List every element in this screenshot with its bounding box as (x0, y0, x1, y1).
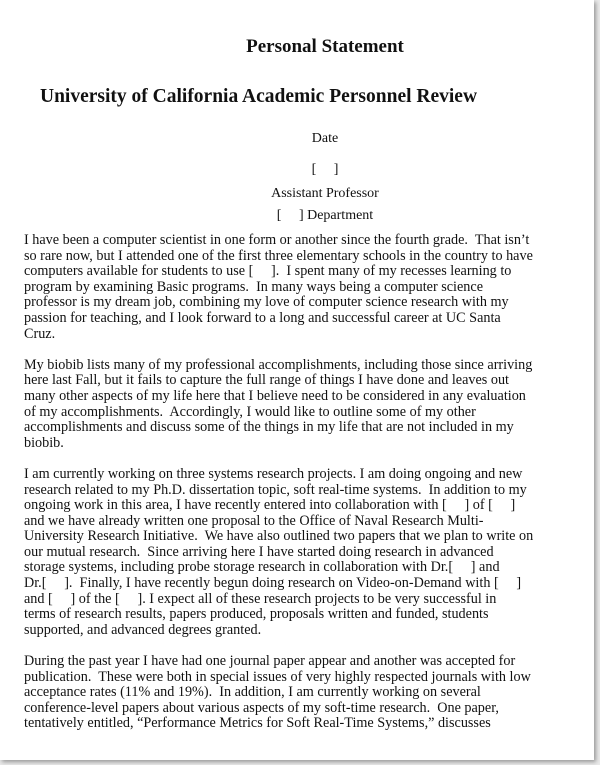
paragraph-line: tentatively entitled, “Performance Metrics for Soft Real-Time Systems,” discusses (24, 715, 491, 732)
paragraph-line: terms of research results, papers produced, proposals written and funded, students (24, 606, 489, 623)
paragraph-line: research related to my Ph.D. dissertation topic, soft real-time systems. In addition to my (24, 481, 527, 498)
paragraph-line: ongoing work in this area, I have recently entered into collaboration with [ ] of [ ] (24, 497, 516, 514)
paragraph-line: passion for teaching, and I look forward to a long and successful career at UC Santa (24, 309, 501, 326)
paragraph-line: biobib. (24, 434, 64, 451)
date-label: Date (311, 131, 339, 146)
paragraph-line: supported, and advanced degrees granted. (24, 621, 262, 638)
paragraph-line: and we have already written one proposal to the Office of Naval Research Multi- (24, 512, 484, 529)
position-title: Assistant Professor (271, 186, 379, 201)
paragraph-line: so rare now, but I attended one of the first three elementary schools in the country to have (24, 247, 533, 264)
paragraph-line: acceptance rates (11% and 19%). In addition, I am currently working on several (24, 684, 481, 701)
paragraph-line: publication. These were both in special issues of very highly respected journals with low (24, 668, 531, 685)
paragraph-line: Cruz. (24, 325, 56, 342)
paragraph-line: I have been a computer scientist in one form or another since the fourth grade. That isn’t (24, 232, 530, 248)
paragraph-3 (24, 467, 584, 639)
paragraph-line: My biobib lists many of my professional accomplishments, including those since arriving (24, 356, 533, 373)
paragraph-line: of my accomplishments. Accordingly, I would like to outline some of my other (24, 403, 476, 420)
paragraph-line: program by examining Basic programs. In many ways being a computer science (24, 278, 483, 295)
statement-body (24, 233, 584, 748)
paragraph-line: Dr.[ ]. Finally, I have recently begun doing research on Video-on-Demand with [ ] (24, 575, 522, 592)
document-subtitle: University of California Academic Personnel Review (40, 86, 478, 107)
paragraph-line: our mutual research. Since arriving here I have started doing research in advanced (24, 543, 494, 560)
document-title: Personal Statement (246, 36, 404, 57)
paragraph-2 (24, 358, 584, 452)
paragraph-line: During the past year I have had one journal paper appear and another was accepted for (24, 653, 516, 670)
paragraph-1 (24, 233, 584, 342)
paragraph-line: conference-level papers about various aspects of my soft-time research. One paper, (24, 699, 499, 716)
paragraph-line: many other aspects of my life here that I believe need to be considered in any evaluation (24, 387, 526, 404)
paragraph-line: University Research Initiative. We have also outlined two papers that we plan to write on (24, 528, 534, 545)
paragraph-4 (24, 654, 584, 732)
paragraph-line: professor is my dream job, combining my love of computer science research with my (24, 294, 509, 311)
paragraph-line: accomplishments and discuss some of the things in my life that are not included in my (24, 419, 514, 436)
paragraph-line: storage systems, including probe storage research in collaboration with Dr.[ ] and (24, 559, 500, 576)
paragraph-line: computers available for students to use [ ]. I spent many of my recesses learning to (24, 263, 512, 280)
paragraph-line: I am currently working on three systems research projects. I am doing ongoing and new (24, 465, 523, 482)
paragraph-line: and [ ] of the [ ]. I expect all of these research projects to be very successful in (24, 590, 497, 607)
name-placeholder: [ ] (311, 162, 339, 177)
paragraph-line: here last Fall, but it fails to capture the full range of things I have done and leaves out (24, 372, 509, 389)
department-line: [ ] Department (276, 208, 374, 223)
